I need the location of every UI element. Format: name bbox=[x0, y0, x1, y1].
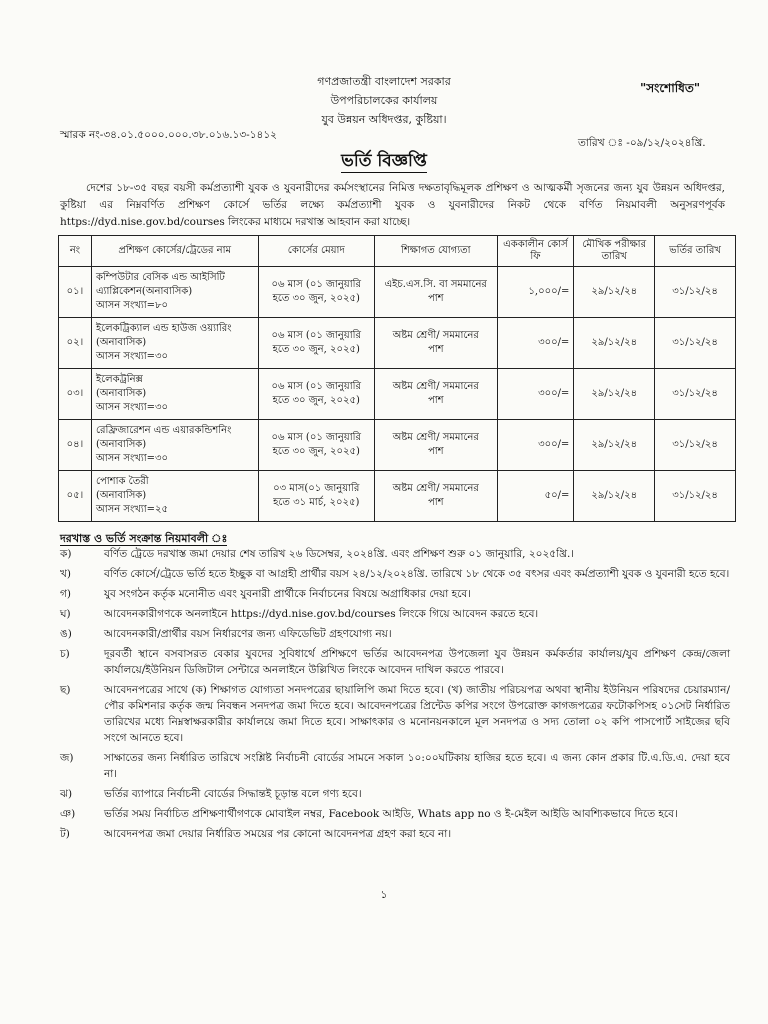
course-name-line2: (অনাবাসিক) bbox=[95, 439, 147, 450]
qualification-line2: পাশ bbox=[427, 293, 444, 304]
row-admission-date: ৩১/১২/২৪ bbox=[655, 471, 736, 522]
rule-marker: ঙ) bbox=[60, 628, 72, 640]
rule-item bbox=[60, 626, 730, 642]
course-seats: আসন সংখ্যা=৩০ bbox=[95, 402, 169, 413]
row-qualification bbox=[374, 471, 497, 522]
qualification-line1: অষ্টম শ্রেণী/ সমমানের bbox=[392, 432, 479, 443]
qualification-line1: এইচ.এস.সি. বা সমমানের bbox=[384, 279, 487, 290]
row-serial: ০৩। bbox=[59, 369, 92, 420]
duration-line2: হতে ৩০ জুন, ২০২৫) bbox=[272, 344, 360, 355]
rule-item bbox=[60, 806, 730, 822]
row-fee: ৩০০/= bbox=[497, 369, 574, 420]
duration-line1: ০৬ মাস (০১ জানুয়ারি bbox=[271, 330, 361, 341]
row-serial: ০৫। bbox=[59, 471, 92, 522]
row-admission-date: ৩১/১২/২৪ bbox=[655, 369, 736, 420]
row-viva-date: ২৯/১২/২৪ bbox=[574, 369, 655, 420]
rule-item bbox=[60, 786, 730, 802]
notice-title-text: ভর্তি বিজ্ঞপ্তি bbox=[341, 151, 427, 171]
rules-list bbox=[60, 546, 730, 846]
row-serial: ০১। bbox=[59, 267, 92, 318]
row-serial: ০২। bbox=[59, 318, 92, 369]
course-name-line2: (অনাবাসিক) bbox=[95, 388, 147, 399]
rule-marker: জ) bbox=[60, 752, 74, 764]
row-admission-date: ৩১/১২/২৪ bbox=[655, 267, 736, 318]
qualification-line1: অষ্টম শ্রেণী/ সমমানের bbox=[392, 330, 479, 341]
table-row bbox=[59, 318, 736, 369]
qualification-line2: পাশ bbox=[427, 344, 444, 355]
course-name-line2: (অনাবাসিক) bbox=[95, 337, 147, 348]
rule-marker: ট) bbox=[60, 828, 70, 840]
row-admission-date: ৩১/১২/২৪ bbox=[655, 420, 736, 471]
rule-marker: ঝ) bbox=[60, 788, 73, 800]
header-admission-date: ভর্তির তারিখ bbox=[655, 236, 736, 267]
row-course-name bbox=[91, 471, 258, 522]
rule-marker: গ) bbox=[60, 588, 71, 600]
row-viva-date: ২৯/১২/২৪ bbox=[574, 267, 655, 318]
rule-text: বর্ণিত ট্রেডে দরখাস্ত জমা দেয়ার শেষ তারিখ ২৬ ডিসেম্বর, ২০২৪খ্রি. এবং প্রশিক্ষণ শুরু ০১ জানুয়ারি, ২০২৫খ্রি.। bbox=[104, 548, 575, 560]
rule-text: আবেদনকারীগণকে অনলাইনে https://dyd.nise.gov.bd/courses লিংকে গিয়ে আবেদন করতে হবে। bbox=[104, 608, 539, 620]
header-serial: নং bbox=[59, 236, 92, 267]
row-duration bbox=[258, 420, 374, 471]
header-qualification: শিক্ষাগত যোগ্যতা bbox=[374, 236, 497, 267]
rule-text: বর্ণিত কোর্সে/ট্রেডে ভর্তি হতে ইচ্ছুক বা আগ্রহী প্রার্থীর বয়স ২৪/১২/২০২৪খ্রি. তারিখে ১৮ থেকে ৩৫ বৎসর এবং কর্মপ্রত্যাশী যুবক ও যুবনারী হতে হবে। bbox=[104, 568, 730, 580]
rule-item bbox=[60, 566, 730, 582]
duration-line1: ০৬ মাস (০১ জানুয়ারি bbox=[271, 381, 361, 392]
qualification-line1: অষ্টম শ্রেণী/ সমমানের bbox=[392, 381, 479, 392]
course-seats: আসন সংখ্যা=৮০ bbox=[95, 300, 169, 311]
rule-text: সাক্ষাতের জন্য নির্ধারিত তারিখে সংশ্লিষ্ট নির্বাচনী বোর্ডের সামনে সকাল ১০:০০ঘটিকায় হাজির হতে হবে। এ জন্য কোন প্রকার টি.এ.ডি.এ. দেয়া হবে না। bbox=[104, 752, 730, 780]
course-seats: আসন সংখ্যা=২৫ bbox=[95, 504, 169, 515]
row-serial: ০৪। bbox=[59, 420, 92, 471]
row-viva-date: ২৯/১২/২৪ bbox=[574, 471, 655, 522]
qualification-line2: পাশ bbox=[427, 446, 444, 457]
header-duration: কোর্সের মেয়াদ bbox=[258, 236, 374, 267]
rule-item bbox=[60, 646, 730, 678]
header-course-name: প্রশিক্ষণ কোর্সের/ট্রেডের নাম bbox=[91, 236, 258, 267]
row-fee: ৩০০/= bbox=[497, 318, 574, 369]
rules-heading-text: দরখাস্ত ও ভর্তি সংক্রান্ত নিয়মাবলী ঃ bbox=[60, 532, 228, 545]
rule-text: ভর্তির সময় নির্বাচিত প্রশিক্ষণার্থীগণকে মোবাইল নম্বর, Facebook আইডি, Whats app no ও ই-মেইল আইডি আবশ্যিকভাবে দিতে হবে। bbox=[104, 808, 678, 820]
duration-line2: হতে ৩১ মার্চ, ২০২৫) bbox=[273, 497, 360, 508]
row-duration bbox=[258, 267, 374, 318]
row-fee: ১,০০০/= bbox=[497, 267, 574, 318]
row-qualification bbox=[374, 369, 497, 420]
row-admission-date: ৩১/১২/২৪ bbox=[655, 318, 736, 369]
duration-line2: হতে ৩০ জুন, ২০২৫) bbox=[272, 293, 360, 304]
rule-text: দূরবর্তী স্থানে বসবাসরত বেকার যুবদের সুবিধার্থে প্রশিক্ষণে ভর্তির আবেদনপত্র উপজেলা যুব উন্নয়ন কর্মকর্তার কার্যালয়/যুব প্রশিক্ষণ কেন্দ্র/জেলা কার্যালয়ে/ইউনিয়ন ডিজিটাল সেন্টারে অনলাইনে উল্লিখিত লিংকে আবেদন দাখিল করতে পারবে। bbox=[104, 648, 730, 676]
course-name-line1: ইলেকট্রনিক্স bbox=[95, 374, 143, 385]
row-viva-date: ২৯/১২/২৪ bbox=[574, 420, 655, 471]
rule-text: আবেদনপত্র জমা দেয়ার নির্ধারিত সময়ের পর কোনো আবেদনপত্র গ্রহণ করা হবে না। bbox=[104, 828, 452, 840]
row-fee: ৩০০/= bbox=[497, 420, 574, 471]
duration-line2: হতে ৩০ জুন, ২০২৫) bbox=[272, 395, 360, 406]
rule-marker: ঞ) bbox=[60, 808, 76, 820]
row-duration bbox=[258, 471, 374, 522]
course-seats: আসন সংখ্যা=৩০ bbox=[95, 351, 169, 362]
rule-item bbox=[60, 586, 730, 602]
rule-item bbox=[60, 546, 730, 562]
duration-line1: ০৬ মাস (০১ জানুয়ারি bbox=[271, 279, 361, 290]
table-row bbox=[59, 369, 736, 420]
rule-item bbox=[60, 826, 730, 842]
row-qualification bbox=[374, 420, 497, 471]
rule-item bbox=[60, 750, 730, 782]
rule-text: আবেদনপত্রের সাথে (ক) শিক্ষাগত যোগ্যতা সনদপত্রের ছায়ালিপি জমা দিতে হবে। (খ) জাতীয় পরিচয়পত্র অথবা স্থানীয় ইউনিয়ন পরিষদের চেয়ারম্যান/পৌর কমিশনার কর্তৃক জন্ম নিবন্ধন সনদপত্র জমা দিতে হবে। আবেদনপত্রের প্রিন্টেড কপির সংগে উপরোক্ত কাগজপত্রের ফটোকপিসহ ০১সেট নির্ধারিত তারিখের মধ্যে নিম্নস্বাক্ষরকারীর কার্যালয়ে জমা দিতে হবে। সাক্ষাৎকার ও মনোনয়নকালে মূল সনদপত্র ও সদ্য তোলা ০২ কপি পাসপোর্ট সাইজের ছবি সংগে আনতে হবে। bbox=[104, 684, 730, 744]
course-table bbox=[58, 235, 736, 522]
notice-title bbox=[0, 148, 768, 176]
rule-text: যুব সংগঠন কর্তৃক মনোনীত এবং যুবনারী প্রার্থীকে নির্বাচনের বিষয়ে অগ্রাধিকার দেয়া হবে। bbox=[104, 588, 472, 600]
rule-marker: ছ) bbox=[60, 684, 71, 696]
rule-item bbox=[60, 682, 730, 746]
table-header-row bbox=[59, 236, 736, 267]
course-name-line1: রেফ্রিজারেশন এন্ড এয়ারকন্ডিশনিং bbox=[95, 425, 232, 436]
rule-text: আবেদনকারী/প্রার্থীর বয়স নির্ধারণের জন্য এফিডেভিট গ্রহণযোগ্য নয়। bbox=[104, 628, 392, 640]
course-name-line1: কম্পিউটার বেসিক এন্ড আইসিটি bbox=[95, 272, 225, 283]
intro-paragraph: দেশের ১৮-৩৫ বছর বয়সী কর্মপ্রত্যাশী যুবক ও যুবনারীদের কর্মসংস্থানের নিমিত্ত দক্ষতাবৃদ্ধিমূলক প্রশিক্ষণ ও আত্মকর্মী সৃজনের জন্য যুব উন্নয়ন অধিদপ্তর, কুষ্টিয়া এর নিম্নবর্ণিত প্রশিক্ষণ কোর্সে ভর্তির লক্ষ্যে কর্মপ্রত্যাশী যুবক ও যুবনারীদের নিকট থেকে বর্ণিত নিয়মাবলী অনুসরণপূর্বক https://dyd.nise.gov.bd/courses লিংকের মাধ্যমে দরখাস্ত আহবান করা যাচ্ছে। bbox=[60, 182, 725, 228]
row-course-name bbox=[91, 267, 258, 318]
rule-marker: ক) bbox=[60, 548, 72, 560]
row-course-name bbox=[91, 369, 258, 420]
table-row bbox=[59, 420, 736, 471]
duration-line1: ০৩ মাস(০১ জানুয়ারি bbox=[273, 483, 360, 494]
header-viva-date: মৌখিক পরীক্ষার তারিখ bbox=[574, 236, 655, 267]
rule-marker: ঘ) bbox=[60, 608, 71, 620]
row-viva-date: ২৯/১২/২৪ bbox=[574, 318, 655, 369]
qualification-line2: পাশ bbox=[427, 497, 444, 508]
revised-label: "সংশোধিত" bbox=[640, 81, 701, 95]
course-seats: আসন সংখ্যা=৩০ bbox=[95, 453, 169, 464]
rule-text: ভর্তির ব্যাপারে নির্বাচনী বোর্ডের সিদ্ধান্তই চূড়ান্ত বলে গণ্য হবে। bbox=[104, 788, 362, 800]
row-duration bbox=[258, 369, 374, 420]
office-name: উপপরিচালকের কার্যালয় bbox=[330, 94, 438, 107]
row-course-name bbox=[91, 318, 258, 369]
row-qualification bbox=[374, 318, 497, 369]
rule-item bbox=[60, 606, 730, 622]
table-row bbox=[59, 471, 736, 522]
row-course-name bbox=[91, 420, 258, 471]
duration-line2: হতে ৩০ জুন, ২০২৫) bbox=[272, 446, 360, 457]
qualification-line2: পাশ bbox=[427, 395, 444, 406]
course-name-line2: (অনাবাসিক) bbox=[95, 490, 147, 501]
department-name: যুব উন্নয়ন অধিদপ্তর, কুষ্টিয়া। bbox=[321, 113, 447, 126]
course-name-line1: ইলেকট্রিক্যাল এন্ড হাউজ ওয়্যারিং bbox=[95, 323, 232, 334]
duration-line1: ০৬ মাস (০১ জানুয়ারি bbox=[271, 432, 361, 443]
course-name-line1: পোশাক তৈরী bbox=[95, 476, 149, 487]
government-name: গণপ্রজাতন্ত্রী বাংলাদেশ সরকার bbox=[317, 75, 451, 88]
notice-date: তারিখ ঃ -০৯/১২/২০২৪খ্রি. bbox=[578, 137, 706, 149]
rule-marker: চ) bbox=[60, 648, 70, 660]
header-fee: এককালীন কোর্স ফি bbox=[497, 236, 574, 267]
table-row bbox=[59, 267, 736, 318]
rule-marker: খ) bbox=[60, 568, 71, 580]
course-name-line2: এ্যাপ্লিকেশন(অনাবাসিক) bbox=[95, 286, 193, 297]
page-number: ১ bbox=[380, 888, 388, 901]
memo-number: স্মারক নং-৩৪.০১.৫০০০.০০০.৩৮.০১৬.১৩-১৪১২ bbox=[60, 129, 278, 141]
row-fee: ৫০/= bbox=[497, 471, 574, 522]
qualification-line1: অষ্টম শ্রেণী/ সমমানের bbox=[392, 483, 479, 494]
row-qualification bbox=[374, 267, 497, 318]
row-duration bbox=[258, 318, 374, 369]
